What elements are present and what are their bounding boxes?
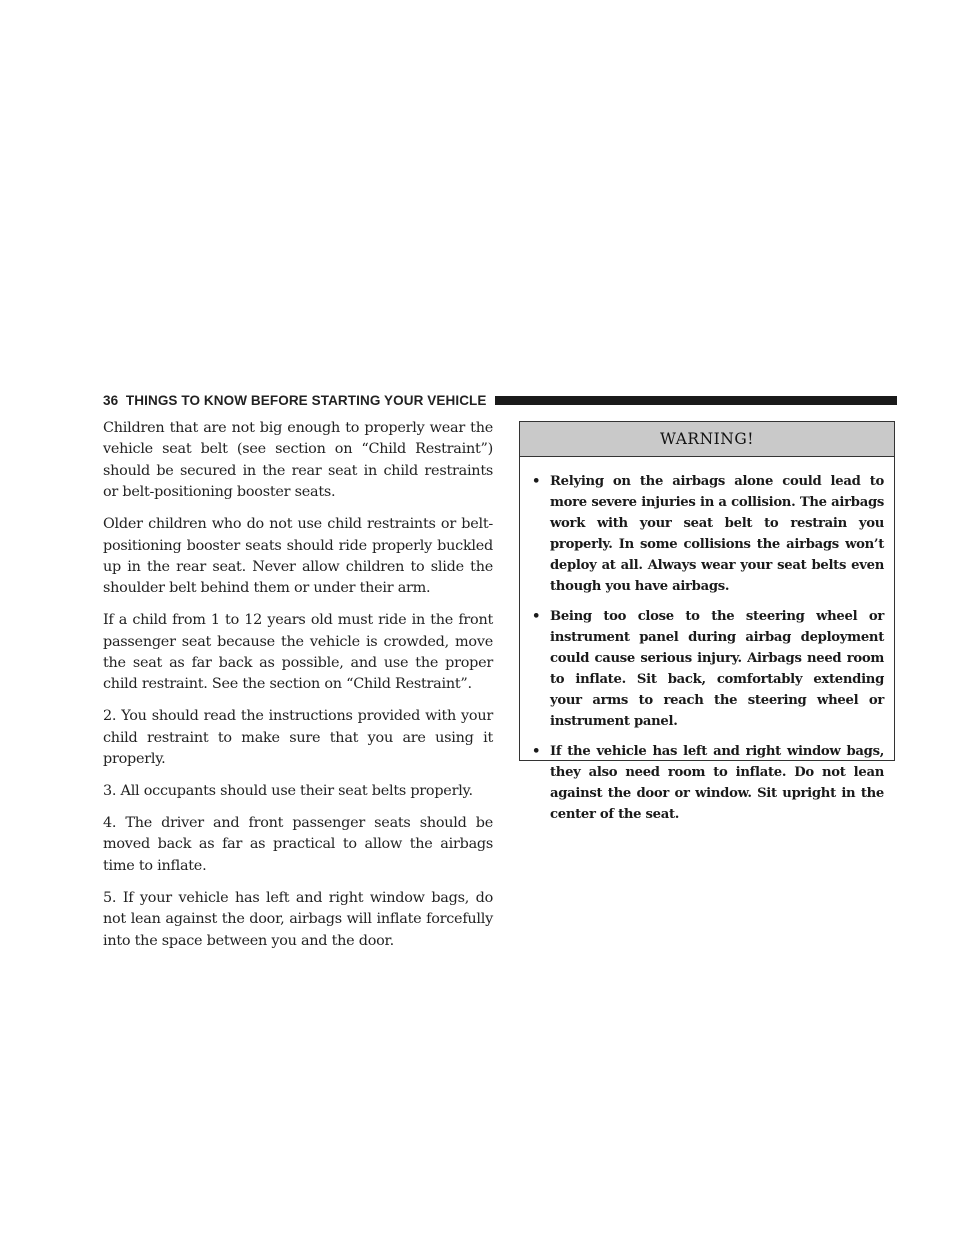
header-rule-bar [495,396,898,405]
paragraph: 5. If your vehicle has left and right window bags, do not lean against the door, airbags will inflate forcefully into the space between you and the door. [103,889,493,949]
paragraph: Children that are not big enough to properly wear the vehicle seat belt (see section on “Child Restraint”) should be secured in the rear seat in child restraints or belt-positioning booster seats. [103,420,493,501]
bullet-icon: • [532,744,541,759]
warning-item [532,606,884,732]
body-text-column [103,418,493,962]
warning-title: WARNING! [520,422,894,457]
warning-item [532,741,884,825]
paragraph: 4. The driver and front passenger seats should be moved back as far as practical to allow the airbags time to inflate. [103,815,493,874]
page-number: 36 [103,392,119,408]
warning-item-text: If the vehicle has left and right window bags, they also need room to inflate. Do not lean against the door or window. Sit upright in the center of the seat. [550,744,884,822]
paragraph: 2. You should read the instructions provided with your child restraint to make sure that you are using it properly. [103,708,493,768]
bullet-icon: • [532,609,541,624]
paragraph: If a child from 1 to 12 years old must ride in the front passenger seat because the vehicle is crowded, move the seat as far back as possible, and use the proper child restraint. See the section on “Child Restraint”. [103,612,493,693]
header-label [103,393,487,408]
warning-list [520,457,894,825]
bullet-icon: • [532,474,541,489]
warning-item-text: Being too close to the steering wheel or instrument panel during airbag deployment could cause serious injury. Airbags need room to inflate. Sit back, comfortably extending your arms to reach the steering wheel or instrument panel. [550,609,884,729]
warning-box [519,421,895,822]
warning-item [532,471,884,597]
warning-item-text: Relying on the airbags alone could lead to more severe injuries in a collision. The airbags work with your seat belt to restrain you properly. In some collisions the airbags won’t deploy at all. Always wear your seat belts even though you have airbags. [550,474,884,594]
paragraph: Older children who do not use child restraints or belt-positioning booster seats should ride properly buckled up in the rear seat. Never allow children to slide the shoulder belt behind them or under their arm. [103,516,493,597]
section-title: THINGS TO KNOW BEFORE STARTING YOUR VEHICLE [125,392,487,408]
page-header [103,389,897,411]
paragraph: 3. All occupants should use their seat belts properly. [103,783,473,800]
